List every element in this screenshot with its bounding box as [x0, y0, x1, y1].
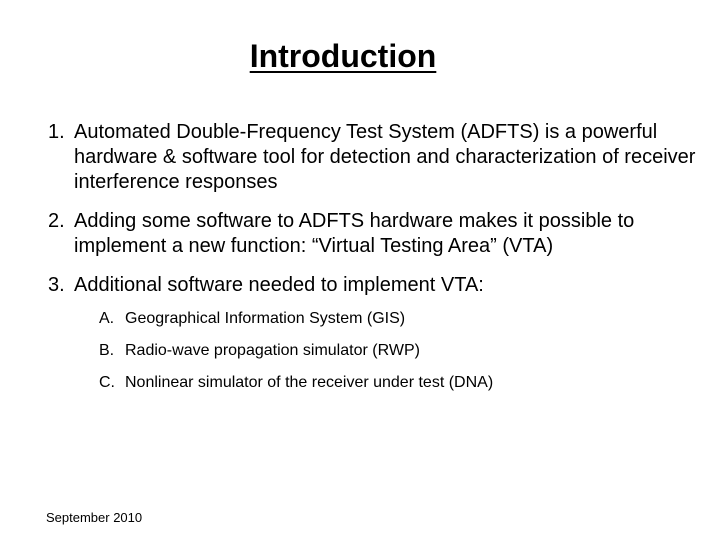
item-number: 1. — [48, 121, 65, 143]
item-text: Adding some software to ADFTS hardware makes it possible to implement a new function: “Virtual Testing Area” (VTA) — [74, 210, 635, 257]
sub-item-letter: A. — [99, 310, 115, 327]
item-text: Additional software needed to implement VTA: — [74, 274, 484, 296]
main-list — [48, 120, 708, 406]
sub-item-letter: B. — [99, 342, 115, 359]
item-text: Automated Double-Frequency Test System (ADFTS) is a powerful hardware & software tool for detection and characterization of receiver interference responses — [74, 121, 696, 193]
sub-item-a — [99, 310, 720, 328]
item-number: 2. — [48, 210, 65, 232]
sub-list — [99, 310, 720, 392]
footer-date: September 2010 — [46, 510, 143, 525]
list-item-3 — [48, 273, 708, 392]
sub-item-c — [99, 374, 720, 392]
sub-item-letter: C. — [99, 374, 115, 391]
item-number: 3. — [48, 274, 65, 296]
sub-item-text: Nonlinear simulator of the receiver under test (DNA) — [125, 374, 494, 391]
list-item-2 — [48, 209, 708, 259]
sub-item-b — [99, 342, 720, 360]
sub-item-text: Radio-wave propagation simulator (RWP) — [125, 342, 420, 359]
slide-title: Introduction — [249, 38, 437, 74]
sub-item-text: Geographical Information System (GIS) — [125, 310, 406, 327]
list-item-1 — [48, 120, 708, 195]
